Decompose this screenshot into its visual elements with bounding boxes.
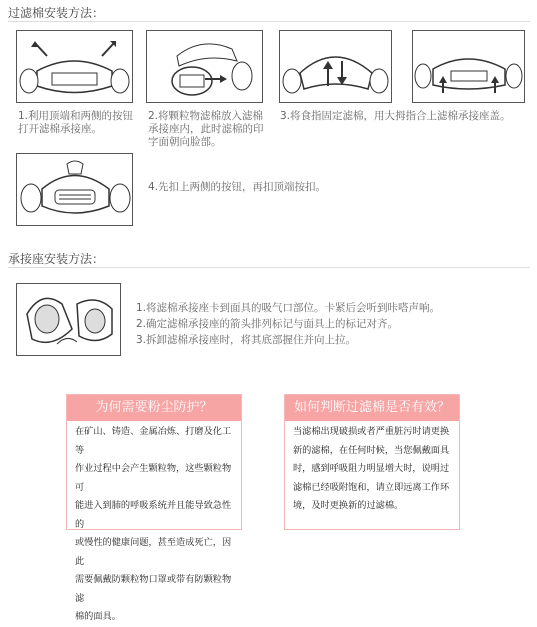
step4-caption: 4.先扣上两侧的按钮，再扣顶端按扣。	[148, 181, 327, 193]
filter-validity-line: 滤棉已经吸附饱和，请立即远离工作环	[293, 481, 450, 493]
filter-validity-line: 时，感到呼吸阻力明显增大时，说明过	[293, 463, 450, 474]
holder-step2: 2.确定滤棉承接座的箭头排列标记与面具上的标记对齐。	[136, 318, 399, 330]
filter-section-divider	[8, 21, 530, 22]
holder-step1: 1.将滤棉承接座卡到面具的吸气口部位。卡紧后会听到咔嗒声响。	[136, 302, 441, 314]
filter-validity-box	[284, 394, 460, 530]
holder-section-divider	[8, 267, 530, 268]
step4-bottom-illustration	[16, 153, 133, 226]
why-protection-title: 为何需要粉尘防护？	[67, 395, 241, 421]
step2-caption: 2.将颗粒物滤棉放入滤棉承接座内，此时滤棉的印字面朝向脸部。	[148, 110, 264, 148]
step2-illustration	[146, 30, 263, 103]
why-protection-box	[66, 394, 242, 622]
filter-validity-line: 境，及时更换新的过滤棉。	[293, 500, 404, 511]
step3-illustration	[279, 30, 392, 103]
filter-validity-line: 当滤棉出现破损或者严重脏污时请更换	[293, 426, 450, 437]
filter-validity-line: 新的滤棉，在任何时候，当您佩戴面具	[293, 444, 450, 456]
why-protection-line: 需要佩戴防颗粒物口罩或带有防颗粒物滤	[75, 574, 232, 604]
step1-caption: 1.利用顶端和两侧的按钮打开滤棉承接座。	[18, 110, 134, 135]
holder-illustration	[16, 283, 121, 356]
holder-section-title: 承接座安装方法：	[8, 252, 105, 266]
why-protection-line: 棉的面具。	[75, 611, 121, 622]
why-protection-line: 作业过程中会产生颗粒物，这些颗粒物可	[75, 463, 232, 493]
step4-top-illustration	[412, 30, 525, 103]
step3-caption: 3.将食指固定滤棉，用大拇指合上滤棉承接座盖。	[280, 110, 511, 122]
filter-section-title: 过滤棉安装方法：	[8, 6, 105, 20]
why-protection-line: 能进入到肺的呼吸系统并且能导致急性的	[75, 500, 232, 530]
why-protection-line: 在矿山、铸造、金属冶炼、打磨及化工等	[75, 426, 232, 456]
holder-step3: 3.拆卸滤棉承接座时，将其底部握住并向上拉。	[136, 334, 357, 346]
step1-illustration	[16, 30, 133, 103]
filter-validity-title: 如何判断过滤棉是否有效？	[285, 395, 459, 421]
why-protection-line: 或慢性的健康问题，甚至造成死亡，因此	[75, 537, 232, 567]
